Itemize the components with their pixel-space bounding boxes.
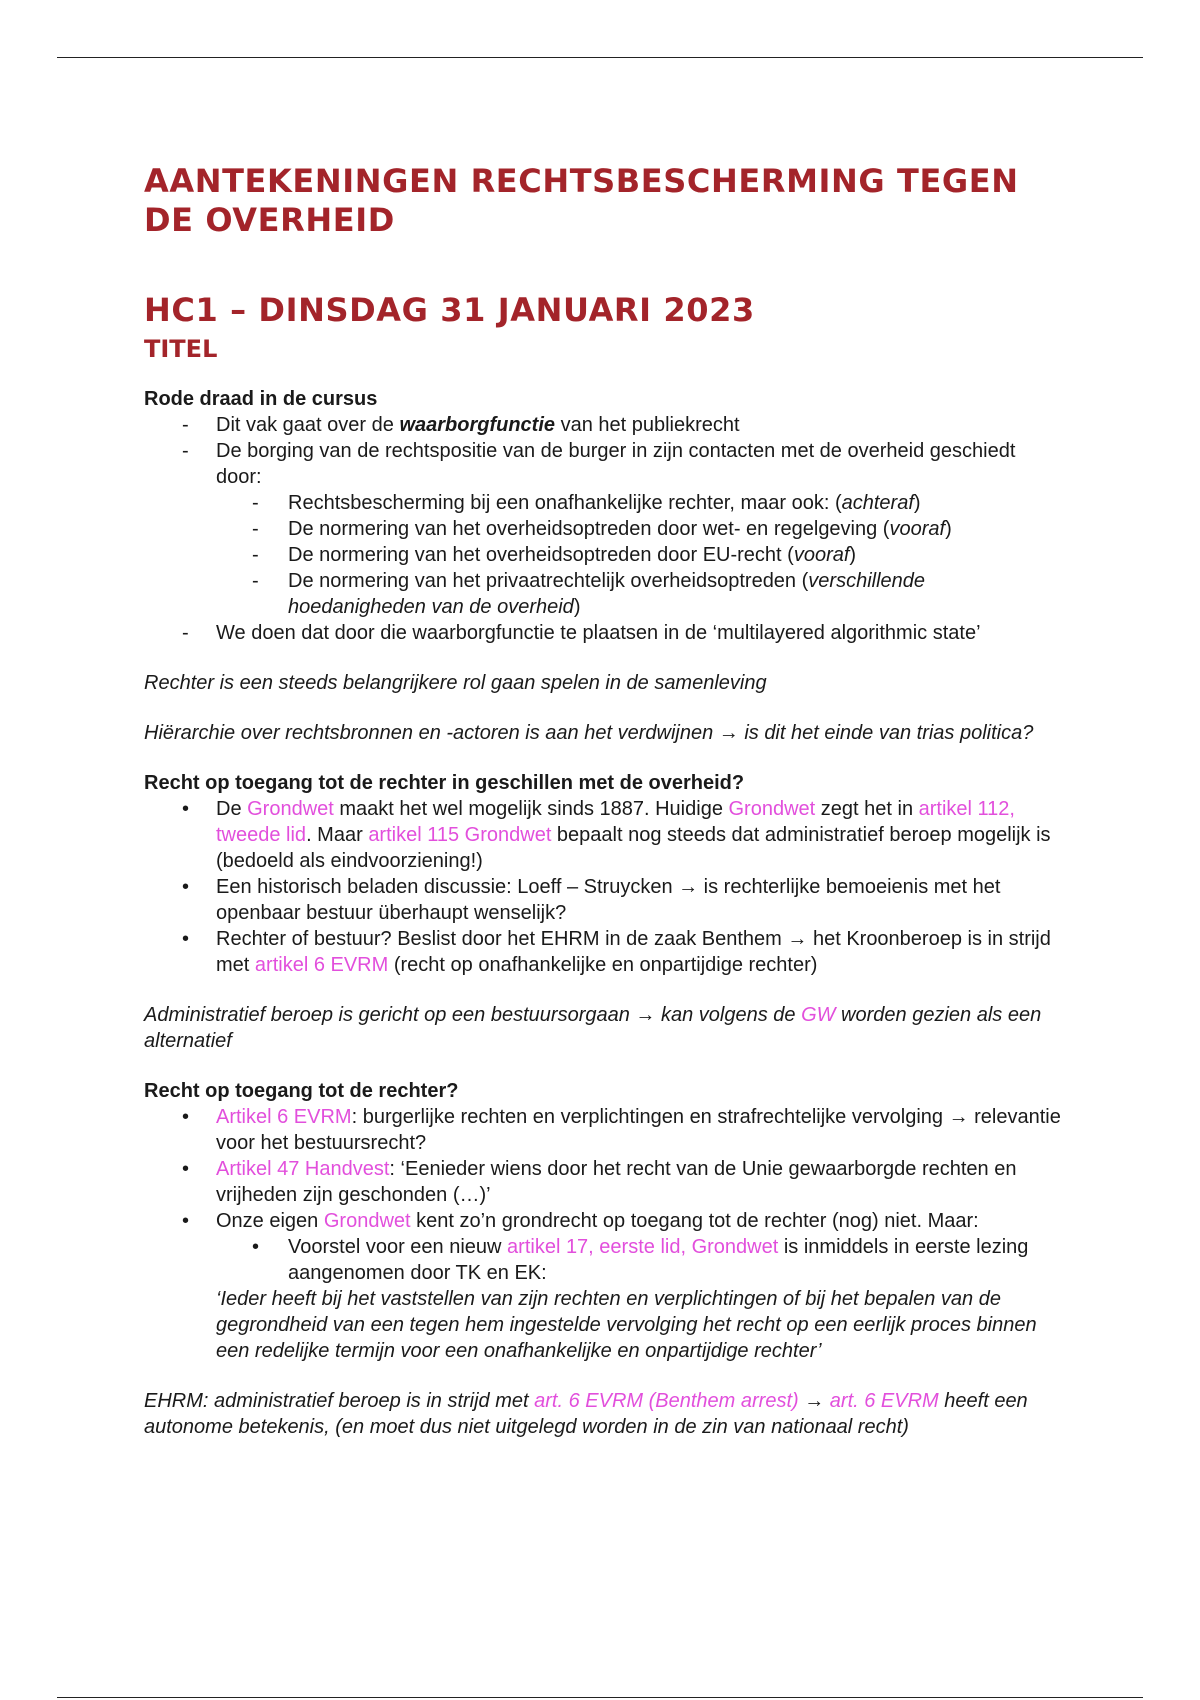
list-item: • Onze eigen Grondwet kent zo’n grondrecht op toegang tot de rechter (nog) niet. Maar:: [182, 1210, 979, 1232]
law-reference: artikel 112, tweede lid: [216, 798, 1015, 846]
law-reference: Grondwet: [323, 1210, 411, 1232]
list-item: • Een historisch beladen discussie: Loeff – Struycken → is rechterlijke bemoeienis met het openbaar bestuur überhaupt wenselijk?: [182, 876, 1001, 924]
bullet-marker: •: [182, 1210, 190, 1232]
note-ehrm: EHRM: administratief beroep is in strijd met art. 6 EVRM (Benthem arrest) → art. 6 EVRM heeft een autonome betekenis, (en moet dus niet uitgelegd worden in de zin van nationaal recht): [144, 1390, 1028, 1438]
law-reference: art. 6 EVRM (Benthem arrest): [534, 1390, 799, 1412]
bullet-marker: •: [182, 928, 190, 950]
sub-list-item: - Rechtsbescherming bij een onafhankelijke rechter, maar ook: (achteraf): [252, 492, 921, 514]
law-reference: artikel 17, eerste lid, Grondwet: [507, 1236, 779, 1258]
dash-marker: -: [252, 518, 259, 540]
dash-marker: -: [252, 570, 259, 592]
sub-list-item: - De normering van het overheidsoptreden door wet- en regelgeving (vooraf): [252, 518, 952, 540]
section-heading-toegang-rechter: Recht op toegang tot de rechter?: [144, 1080, 459, 1102]
law-reference: Artikel 47 Handvest: [216, 1158, 390, 1180]
dash-marker: -: [182, 414, 189, 436]
footer-rule: [57, 1697, 1143, 1698]
list-item: - Dit vak gaat over de waarborgfunctie van het publiekrecht: [182, 414, 740, 436]
list-item: • Artikel 47 Handvest: ‘Eenieder wiens door het recht van de Unie gewaarborgde rechten en vrijheden zijn geschonden (…)’: [182, 1158, 1017, 1206]
bullet-marker: •: [182, 1158, 190, 1180]
sub-list-item: • Voorstel voor een nieuw artikel 17, eerste lid, Grondwet is inmiddels in eerste lezing aangenomen door TK en EK:: [252, 1236, 1029, 1284]
bullet-marker: •: [182, 876, 190, 898]
law-reference: artikel 115 Grondwet: [368, 824, 552, 846]
law-reference: Grondwet: [247, 798, 334, 820]
lecture-heading: HC1 – DINSDAG 31 JANUARI 2023: [144, 291, 755, 329]
section-heading-rode-draad: Rode draad in de cursus: [144, 388, 378, 410]
note-rechter: Rechter is een steeds belangrijkere rol gaan spelen in de samenleving: [144, 672, 767, 694]
bullet-marker: •: [182, 1106, 190, 1128]
law-reference: Grondwet: [728, 798, 816, 820]
list-item: - De borging van de rechtspositie van de burger in zijn contacten met de overheid geschiedt door:: [182, 440, 1016, 488]
quote-artikel-17: ‘Ieder heeft bij het vaststellen van zijn rechten en verplichtingen of bij het bepalen van de gegrondheid van een tegen hem ingestelde vervolging het recht op een eerlijk proces binnen een redelijke termijn voor een onafhankelijke en onpartijdige rechter’: [216, 1288, 1037, 1362]
bullet-marker: •: [182, 798, 190, 820]
section-heading-toegang-geschillen: Recht op toegang tot de rechter in geschillen met de overheid?: [144, 772, 745, 794]
note-administratief-beroep: Administratief beroep is gericht op een bestuursorgaan → kan volgens de GW worden gezien als een alternatief: [144, 1004, 1042, 1052]
dash-marker: -: [252, 544, 259, 566]
subtitle: TITEL: [144, 335, 218, 363]
sub-list-item: - De normering van het overheidsoptreden door EU-recht (vooraf): [252, 544, 857, 566]
list-item: • Rechter of bestuur? Beslist door het EHRM in de zaak Benthem → het Kroonberoep is in strijd met artikel 6 EVRM (recht op onafhankelijke en onpartijdige rechter): [182, 928, 1051, 976]
law-reference: GW: [801, 1004, 836, 1026]
bullet-marker: •: [252, 1236, 260, 1258]
dash-marker: -: [252, 492, 259, 514]
list-item: • De Grondwet maakt het wel mogelijk sinds 1887. Huidige Grondwet zegt het in artikel 112, tweede lid. Maar artikel 115 Grondwet bepaalt nog steeds dat administratief beroep mogelijk is (bedoeld als eindvoorziening!): [182, 798, 1051, 872]
document-title: AANTEKENINGEN RECHTSBESCHERMING TEGEN DE OVERHEID: [144, 162, 1019, 239]
dash-marker: -: [182, 622, 189, 644]
law-reference: Artikel 6 EVRM: [216, 1106, 352, 1128]
dash-marker: -: [182, 440, 189, 462]
sub-list-item: - De normering van het privaatrechtelijk overheidsoptreden (verschillende hoedanigheden van de overheid): [252, 570, 926, 618]
law-reference: art. 6 EVRM: [829, 1390, 939, 1412]
header-rule: [57, 57, 1143, 58]
document-page: [144, 162, 1064, 1440]
law-reference: artikel 6 EVRM: [254, 954, 389, 976]
list-item: • Artikel 6 EVRM: burgerlijke rechten en verplichtingen en strafrechtelijke vervolging → relevantie voor het bestuursrecht?: [182, 1106, 1061, 1154]
emphasis-waarborgfunctie: waarborgfunctie: [399, 414, 556, 436]
note-hierarchie: Hiërarchie over rechtsbronnen en -actoren is aan het verdwijnen → is dit het einde van trias politica?: [144, 722, 1034, 744]
list-item: - We doen dat door die waarborgfunctie te plaatsen in de ‘multilayered algorithmic state’: [182, 622, 981, 644]
